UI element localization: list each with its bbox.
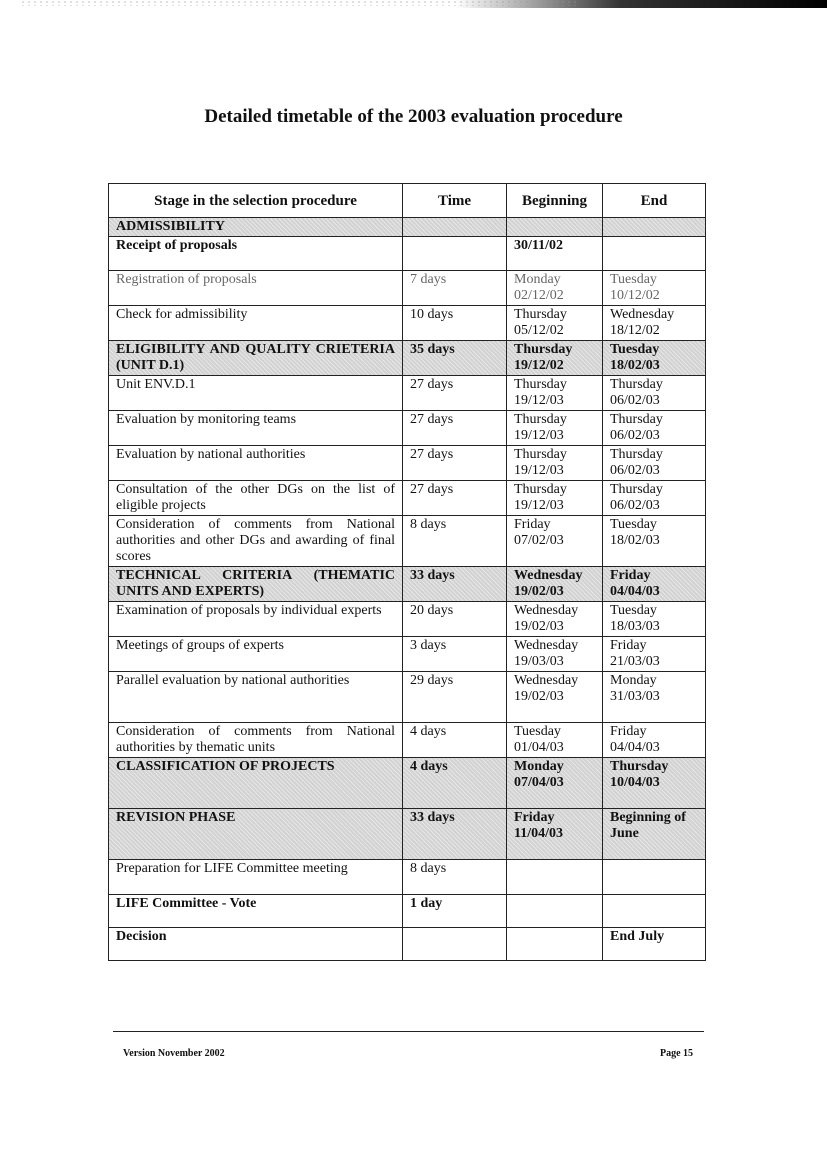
stage-cell: Evaluation by national authorities [109,446,403,481]
beginning-cell: Tuesday 01/04/03 [507,723,603,758]
end-cell: Thursday 06/02/03 [603,376,706,411]
time-cell: 1 day [403,895,507,928]
beginning-cell: Thursday 19/12/02 [507,341,603,376]
table-row [109,602,706,637]
end-cell: Tuesday 18/03/03 [603,602,706,637]
table-row [109,895,706,928]
beginning-cell: Thursday 19/12/03 [507,376,603,411]
beginning-cell: Wednesday 19/02/03 [507,672,603,723]
table-row [109,672,706,723]
time-cell: 33 days [403,567,507,602]
time-cell: 8 days [403,516,507,567]
table-row [109,376,706,411]
beginning-cell [507,928,603,961]
stage-cell: CLASSIFICATION OF PROJECTS [109,758,403,809]
end-cell [603,237,706,271]
stage-cell: Evaluation by monitoring teams [109,411,403,446]
footer-page-number: Page 15 [660,1048,694,1059]
stage-cell: LIFE Committee - Vote [109,895,403,928]
stage-cell: Parallel evaluation by national authorities [109,672,403,723]
end-cell: Thursday 06/02/03 [603,411,706,446]
end-cell: Thursday 10/04/03 [603,758,706,809]
scan-noise [20,0,580,6]
time-cell: 20 days [403,602,507,637]
time-cell: 35 days [403,341,507,376]
beginning-cell [507,218,603,237]
time-cell: 27 days [403,446,507,481]
end-cell: End July [603,928,706,961]
stage-cell: Examination of proposals by individual experts [109,602,403,637]
stage-cell: ELIGIBILITY AND QUALITY CRIETERIA (UNIT D.1) [109,341,403,376]
end-cell: Tuesday 10/12/02 [603,271,706,306]
table-row [109,481,706,516]
beginning-cell: Wednesday 19/02/03 [507,602,603,637]
beginning-cell: Thursday 05/12/02 [507,306,603,341]
stage-cell: ADMISSIBILITY [109,218,403,237]
beginning-cell: Friday 11/04/03 [507,809,603,860]
stage-cell: Decision [109,928,403,961]
time-cell: 27 days [403,481,507,516]
stage-cell: REVISION PHASE [109,809,403,860]
stage-cell: Consideration of comments from National authorities by thematic units [109,723,403,758]
beginning-cell: Wednesday 19/02/03 [507,567,603,602]
time-cell: 27 days [403,411,507,446]
end-cell: Friday 21/03/03 [603,637,706,672]
table-row [109,237,706,271]
table-row [109,928,706,961]
stage-cell: Check for admissibility [109,306,403,341]
table-row [109,411,706,446]
end-cell [603,218,706,237]
timetable [108,183,706,961]
end-cell: Tuesday 18/02/03 [603,341,706,376]
header-time: Time [403,184,507,218]
beginning-cell: Monday 07/04/03 [507,758,603,809]
stage-cell: Consideration of comments from National authorities and other DGs and awarding of final scores [109,516,403,567]
beginning-cell [507,895,603,928]
time-cell: 33 days [403,809,507,860]
end-cell: Tuesday 18/02/03 [603,516,706,567]
stage-cell: Receipt of proposals [109,237,403,271]
time-cell: 10 days [403,306,507,341]
table-row [109,567,706,602]
end-cell: Thursday 06/02/03 [603,481,706,516]
footer-version: Version November 2002 [123,1048,225,1059]
footer-divider [113,1031,704,1032]
beginning-cell: 30/11/02 [507,237,603,271]
table-row [109,306,706,341]
stage-cell: Registration of proposals [109,271,403,306]
table-row [109,446,706,481]
time-cell: 27 days [403,376,507,411]
end-cell [603,860,706,895]
header-beginning: Beginning [507,184,603,218]
table-body [109,218,706,961]
header-end: End [603,184,706,218]
time-cell [403,237,507,271]
time-cell: 4 days [403,758,507,809]
beginning-cell: Thursday 19/12/03 [507,481,603,516]
beginning-cell: Wednesday 19/03/03 [507,637,603,672]
stage-cell: Preparation for LIFE Committee meeting [109,860,403,895]
end-cell: Friday 04/04/03 [603,567,706,602]
time-cell: 8 days [403,860,507,895]
table-row [109,637,706,672]
stage-cell: Unit ENV.D.1 [109,376,403,411]
end-cell: Friday 04/04/03 [603,723,706,758]
page-title: Detailed timetable of the 2003 evaluation procedure [204,106,623,127]
beginning-cell: Monday 02/12/02 [507,271,603,306]
table-row [109,218,706,237]
stage-cell: TECHNICAL CRITERIA (THEMATIC UNITS AND EXPERTS) [109,567,403,602]
end-cell: Monday 31/03/03 [603,672,706,723]
header-stage: Stage in the selection procedure [109,184,403,218]
time-cell [403,218,507,237]
stage-cell: Consultation of the other DGs on the list of eligible projects [109,481,403,516]
beginning-cell [507,860,603,895]
table-row [109,723,706,758]
end-cell: Beginning of June [603,809,706,860]
end-cell [603,895,706,928]
table-row [109,516,706,567]
table-row [109,809,706,860]
beginning-cell: Friday 07/02/03 [507,516,603,567]
end-cell: Wednesday 18/12/02 [603,306,706,341]
time-cell: 7 days [403,271,507,306]
table-row [109,860,706,895]
beginning-cell: Thursday 19/12/03 [507,446,603,481]
stage-cell: Meetings of groups of experts [109,637,403,672]
time-cell: 3 days [403,637,507,672]
table-row [109,271,706,306]
time-cell [403,928,507,961]
table-row [109,758,706,809]
time-cell: 4 days [403,723,507,758]
table-header-row [109,184,706,218]
table-row [109,341,706,376]
end-cell: Thursday 06/02/03 [603,446,706,481]
beginning-cell: Thursday 19/12/03 [507,411,603,446]
time-cell: 29 days [403,672,507,723]
